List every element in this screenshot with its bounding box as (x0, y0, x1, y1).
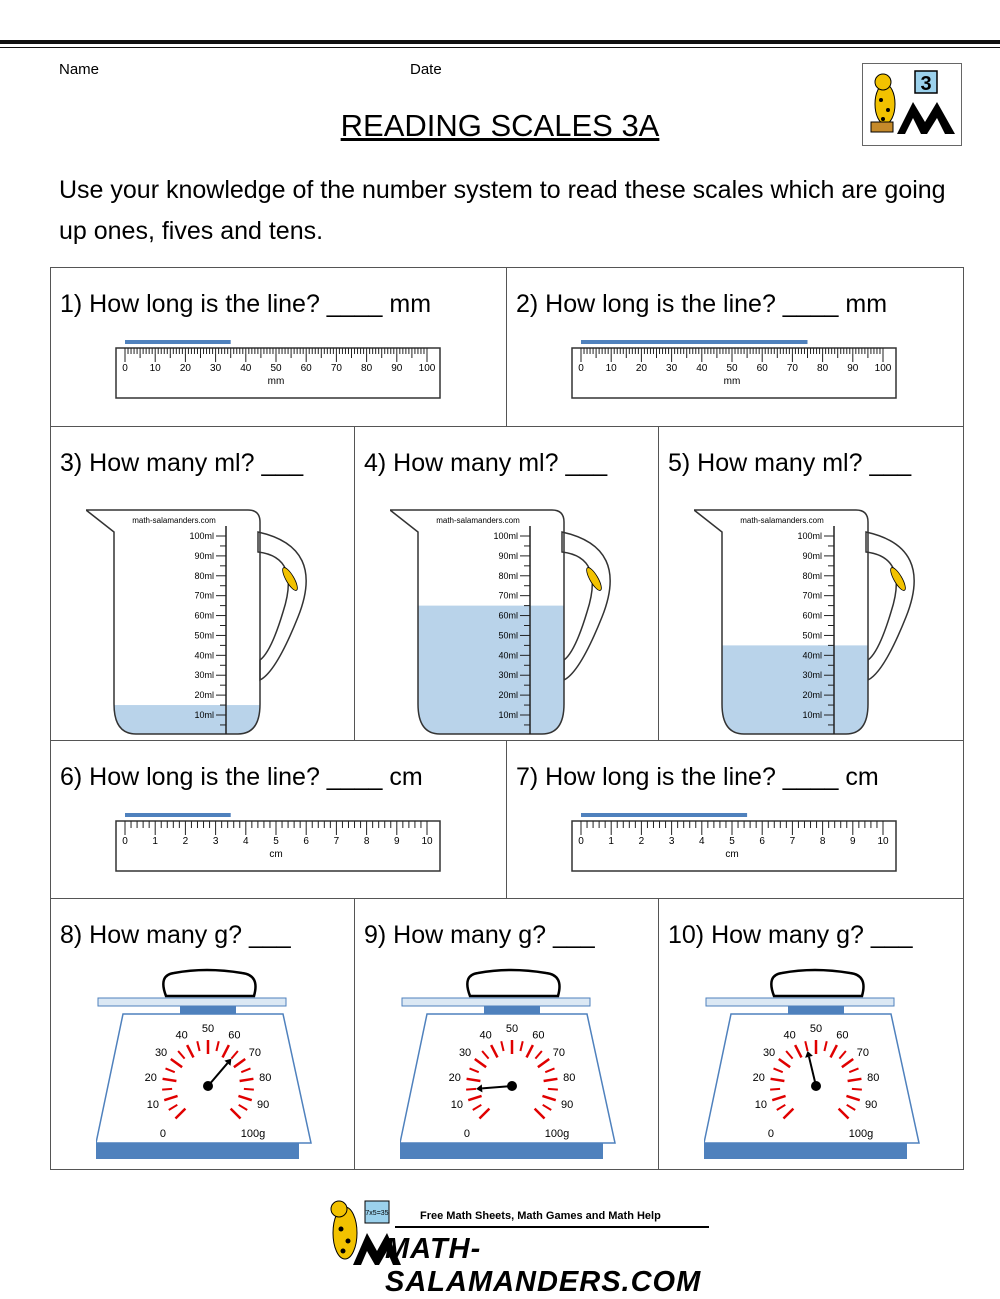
jug-tick-label: 70ml (802, 590, 822, 601)
dial-label: 40 (783, 1029, 796, 1042)
ruler-tick-label: 40 (696, 363, 708, 374)
ruler-tick-label: 90 (847, 363, 859, 374)
ruler-tick-label: 0 (122, 836, 128, 847)
ruler-tick-label: 90 (391, 363, 403, 374)
question-9: 9) How many g? ___ (364, 921, 595, 949)
ruler-tick-label: 30 (210, 363, 222, 374)
dial-label: 40 (479, 1029, 492, 1042)
page-title: READING SCALES 3A (340, 108, 660, 143)
ruler-tick-label: 60 (300, 363, 312, 374)
jug-tick-label: 70ml (194, 590, 214, 601)
ruler-tick-label: 100 (874, 363, 892, 374)
weighing-scale (96, 967, 316, 1167)
jug-tick-label: 100ml (797, 531, 822, 541)
ruler-tick-label: 6 (303, 836, 309, 847)
jug-tick-label: 10ml (802, 710, 822, 720)
ruler-tick-label: 40 (240, 363, 252, 374)
weighing-scale (400, 967, 620, 1167)
footer-badge: 7x5=35 (365, 1210, 389, 1217)
ruler-tick-label: 10 (421, 836, 433, 847)
ruler-mm (569, 336, 909, 402)
ruler-tick-label: 60 (756, 363, 768, 374)
date-label: Date (410, 61, 442, 78)
dial-label: 100g (240, 1128, 266, 1141)
scale-platform (706, 998, 894, 1006)
jug-tick-label: 20ml (498, 690, 518, 701)
dial-label: 60 (532, 1029, 545, 1042)
dial-label: 10 (450, 1098, 463, 1111)
dial-label: 90 (257, 1098, 270, 1111)
ruler-tick-label: 3 (212, 836, 219, 847)
ruler-tick-label: 8 (363, 836, 370, 847)
question-cell-8 (51, 899, 355, 1169)
jug-tick-label: 90ml (498, 550, 518, 561)
jug-handle (562, 532, 610, 680)
dial-tick (548, 1089, 558, 1090)
ruler-unit-label: cm (269, 849, 283, 860)
dial-label: 60 (836, 1029, 849, 1042)
ruler-tick-label: 1 (152, 836, 158, 847)
dial-label: 30 (154, 1046, 168, 1059)
jug-tick-label: 20ml (802, 690, 822, 701)
dial-label: 90 (865, 1098, 878, 1111)
jug-tick-label: 100ml (189, 531, 214, 541)
dial-label: 70 (552, 1046, 566, 1059)
ruler-tick-label: 80 (817, 363, 829, 374)
ruler-tick-label: 0 (122, 363, 128, 374)
question-6: 6) How long is the line? ____ cm (60, 763, 423, 791)
measuring-jug (390, 502, 630, 742)
jug-tick-label: 40ml (802, 650, 822, 661)
dial-label: 30 (762, 1046, 776, 1059)
dial-tick (162, 1089, 172, 1090)
ruler-tick-label: 7 (333, 836, 340, 847)
question-8: 8) How many g? ___ (60, 921, 291, 949)
ruler-tick-label: 100 (418, 363, 436, 374)
ruler-tick-label: 9 (394, 836, 400, 847)
ruler-tick-label: 10 (877, 836, 889, 847)
ruler-tick-label: 80 (361, 363, 373, 374)
ruler-tick-label: 4 (699, 836, 705, 847)
dial-label: 0 (159, 1128, 167, 1141)
ruler-cm (569, 809, 909, 875)
ruler-tick-label: 5 (729, 836, 735, 847)
dial-tick (852, 1089, 862, 1090)
jug-brand: math-salamanders.com (740, 516, 824, 525)
scale-platform (98, 998, 286, 1006)
ruler-tick-label: 30 (666, 363, 678, 374)
scale-neck (180, 1006, 236, 1014)
name-label: Name (59, 61, 100, 78)
ruler-tick-label: 70 (786, 363, 798, 374)
ruler-tick-label: 9 (850, 836, 856, 847)
jug-tick-label: 80ml (802, 570, 822, 581)
dial-label: 50 (505, 1023, 519, 1035)
dial-label: 20 (752, 1071, 765, 1084)
question-cell-1 (51, 268, 507, 427)
dial-label: 10 (146, 1098, 159, 1111)
scale-base (400, 1143, 603, 1159)
ruler-tick-label: 8 (819, 836, 826, 847)
jug-tick-label: 90ml (802, 550, 822, 561)
liquid-level (86, 705, 266, 736)
jug-brand: math-salamanders.com (132, 516, 216, 525)
question-cell-9 (355, 899, 659, 1169)
measured-line (125, 813, 231, 817)
question-cell-4 (355, 427, 659, 741)
jug-tick-label: 20ml (194, 690, 214, 701)
ruler-unit-label: cm (725, 849, 739, 860)
dial-label: 100g (544, 1128, 570, 1141)
question-grid (50, 267, 964, 1170)
question-cell-5 (659, 427, 963, 741)
measured-line (125, 340, 231, 344)
dial-label: 70 (856, 1046, 870, 1059)
question-10: 10) How many g? ___ (668, 921, 913, 949)
dial-label: 90 (561, 1098, 574, 1111)
measuring-jug (694, 502, 934, 742)
ruler-tick-label: 7 (789, 836, 796, 847)
scale-base (96, 1143, 299, 1159)
dial-label: 80 (867, 1071, 880, 1084)
liquid-level (694, 645, 874, 736)
measured-line (581, 340, 808, 344)
jug-tick-label: 50ml (194, 630, 214, 641)
ruler-tick-label: 20 (635, 363, 647, 374)
ruler-tick-label: 10 (149, 363, 161, 374)
ruler-unit-label: mm (267, 376, 285, 387)
dial-label: 0 (767, 1128, 775, 1141)
ruler-cm (113, 809, 453, 875)
ruler-tick-label: 20 (179, 363, 191, 374)
ruler-unit-label: mm (723, 376, 741, 387)
instructions: Use your knowledge of the number system to read these scales which are going up ones, fives and tens. (59, 176, 946, 245)
jug-tick-label: 60ml (194, 610, 214, 621)
question-cell-6 (51, 741, 507, 899)
dial-tick (770, 1089, 780, 1090)
dial-label: 40 (175, 1029, 188, 1042)
jug-tick-label: 50ml (498, 630, 518, 641)
dial-label: 20 (448, 1071, 461, 1084)
ruler-tick-label: 6 (759, 836, 765, 847)
ruler-tick-label: 70 (330, 363, 342, 374)
ruler-tick-label: 50 (270, 363, 282, 374)
jug-tick-label: 30ml (802, 670, 822, 681)
top-rule-thin (0, 47, 1000, 48)
ruler-tick-label: 2 (638, 836, 645, 847)
ruler-tick-label: 3 (668, 836, 675, 847)
dial-hub (203, 1081, 213, 1091)
jug-tick-label: 90ml (194, 550, 214, 561)
scale-base (704, 1143, 907, 1159)
jug-handle (866, 532, 914, 680)
jug-handle (258, 532, 306, 680)
dial-hub (811, 1081, 821, 1091)
jug-tick-label: 30ml (498, 670, 518, 681)
ruler-tick-label: 5 (273, 836, 279, 847)
measuring-jug (86, 502, 326, 742)
jug-tick-label: 10ml (498, 710, 518, 720)
dial-label: 50 (809, 1023, 823, 1035)
dial-label: 0 (463, 1128, 471, 1141)
jug-tick-label: 10ml (194, 710, 214, 720)
ruler-mm (113, 336, 453, 402)
dial-label: 60 (228, 1029, 241, 1042)
jug-tick-label: 40ml (194, 650, 214, 661)
dial-label: 10 (754, 1098, 767, 1111)
ruler-tick-label: 50 (726, 363, 738, 374)
jug-brand: math-salamanders.com (436, 516, 520, 525)
jug-tick-label: 30ml (194, 670, 214, 681)
question-cell-3 (51, 427, 355, 741)
jug-tick-label: 80ml (194, 570, 214, 581)
weighing-scale (704, 967, 924, 1167)
ruler-tick-label: 10 (605, 363, 617, 374)
dial-label: 80 (563, 1071, 576, 1084)
jug-tick-label: 60ml (802, 610, 822, 621)
ruler-tick-label: 0 (578, 363, 584, 374)
measured-line (581, 813, 747, 817)
jug-tick-label: 70ml (498, 590, 518, 601)
question-4: 4) How many ml? ___ (364, 449, 608, 477)
grade-number: 3 (920, 73, 932, 95)
question-cell-7 (507, 741, 963, 899)
ruler-tick-label: 1 (608, 836, 614, 847)
question-cell-10 (659, 899, 963, 1169)
ruler-tick-label: 0 (578, 836, 584, 847)
footer-tagline: Free Math Sheets, Math Games and Math Help (420, 1210, 661, 1222)
top-rule-thick (0, 40, 1000, 44)
footer-logo (325, 1195, 715, 1298)
question-1: 1) How long is the line? ____ mm (60, 290, 432, 318)
jug-tick-label: 60ml (498, 610, 518, 621)
dial-label: 70 (248, 1046, 262, 1059)
scale-weight (467, 970, 559, 996)
dial-tick (466, 1089, 476, 1090)
dial-label: 30 (458, 1046, 472, 1059)
question-cell-2 (507, 268, 963, 427)
dial-hub (507, 1081, 517, 1091)
scale-neck (484, 1006, 540, 1014)
jug-tick-label: 50ml (802, 630, 822, 641)
scale-weight (163, 970, 255, 996)
liquid-level (390, 606, 570, 736)
question-2: 2) How long is the line? ____ mm (516, 290, 888, 318)
question-7: 7) How long is the line? ____ cm (516, 763, 879, 791)
jug-tick-label: 40ml (498, 650, 518, 661)
dial-tick (244, 1089, 254, 1090)
scale-weight (771, 970, 863, 996)
question-3: 3) How many ml? ___ (60, 449, 304, 477)
dial-label: 50 (201, 1023, 215, 1035)
scale-platform (402, 998, 590, 1006)
dial-label: 80 (259, 1071, 272, 1084)
ruler-tick-label: 2 (182, 836, 189, 847)
question-5: 5) How many ml? ___ (668, 449, 912, 477)
dial-label: 100g (848, 1128, 874, 1141)
jug-body (86, 510, 260, 734)
footer-brand: MATH-SALAMANDERS.COM (385, 1233, 702, 1298)
ruler-tick-label: 4 (243, 836, 249, 847)
scale-neck (788, 1006, 844, 1014)
jug-tick-label: 100ml (493, 531, 518, 541)
dial-label: 20 (144, 1071, 157, 1084)
jug-tick-label: 80ml (498, 570, 518, 581)
